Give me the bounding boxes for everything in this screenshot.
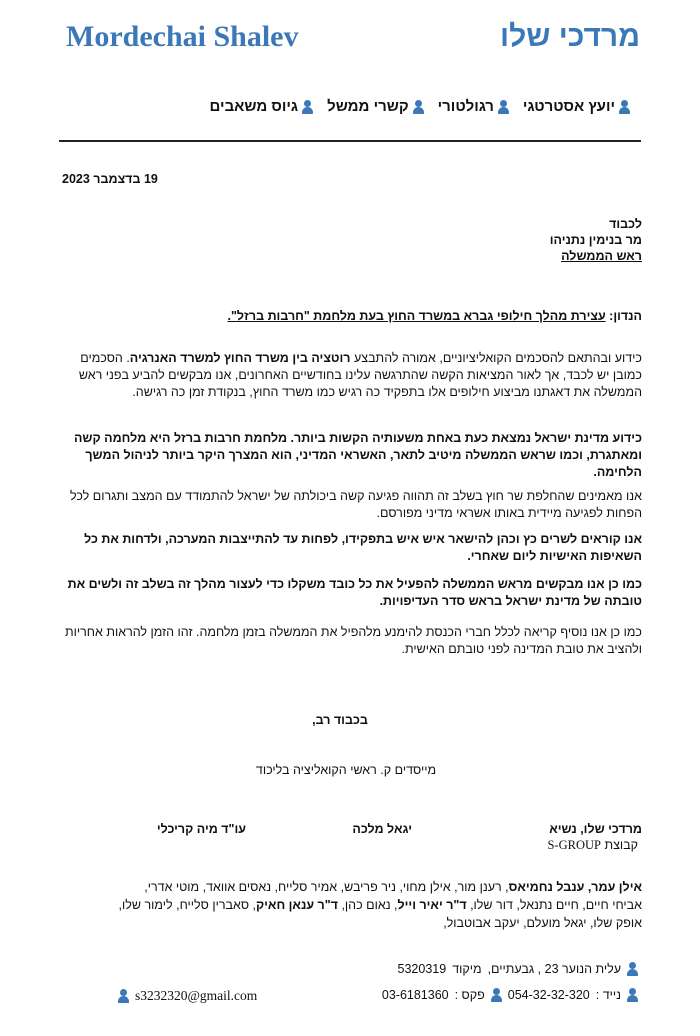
fax-number: 03-6181360 — [381, 988, 449, 1002]
person-icon — [491, 988, 502, 1002]
fax-label: פקס : — [454, 988, 485, 1002]
zip-code: 5320319 — [397, 962, 447, 976]
role-fundraising — [210, 98, 314, 115]
closing: בכבוד רב, — [312, 713, 368, 727]
supporters-names: , רענן מור, אילן מחוי, ניר פריבש, אמיר סלייח, נאסים אוואד, מוטי אדרי, — [144, 880, 509, 894]
zip-label: מיקוד — [452, 962, 482, 976]
signature-1-org — [547, 838, 638, 853]
supporters-bold-names: ד"ר ענאן חאיק — [255, 898, 338, 912]
role-label: גיוס משאבים — [209, 98, 299, 115]
role-regulatory — [438, 98, 509, 115]
letter-date: 19 בדצמבר 2023 — [62, 172, 158, 186]
role-label: רגולטורי — [437, 98, 494, 115]
subject-prefix: הנדון: — [609, 309, 642, 323]
role-strategic — [523, 98, 630, 115]
roles-bar — [210, 98, 630, 115]
signature-2-name: יגאל מלכה — [352, 822, 412, 836]
footer-email — [118, 988, 257, 1004]
supporters-bold-names: אילן עמר, ענבל נחמיאס — [508, 880, 642, 894]
supporters-line-3: אופק שלו, יגאל מועלם, יעקב אבוטבול, — [443, 916, 642, 930]
paragraph-1 — [60, 350, 642, 401]
person-icon — [619, 100, 630, 114]
supporters-names: , נאום כהן, — [337, 898, 398, 912]
email-link[interactable]: s3232320@gmail.com — [135, 988, 258, 1003]
header-divider — [59, 140, 641, 142]
recipient-name: מר בנימין נתניהו — [549, 233, 642, 247]
signature-1-org-en: S-GROUP — [547, 838, 601, 852]
role-label: קשרי ממשל — [327, 98, 409, 115]
signature-1-name: מרדכי שלו, נשיא — [549, 822, 642, 836]
name-hebrew: מרדכי שלו — [500, 20, 640, 53]
person-icon — [627, 962, 638, 976]
person-icon — [118, 989, 129, 1003]
paragraph-3: אנו מאמינים שהחלפת שר חוץ בשלב זה תהווה פגיעה קשה ביכולתה של ישראל להתמודד עם המצב ותגרום לכל הפחות לפגיעה מיידית באותו אשראי מדיני מפורסם. — [69, 489, 642, 520]
recipient-title: ראש הממשלה — [561, 249, 642, 263]
supporters-list — [60, 878, 642, 932]
paragraph-1-text-a: כידוע ובהתאם להסכמים הקואליציוניים, אמורה להתבצע — [350, 351, 642, 365]
supporters-names: , סאברין סלייח, לימור שלו, — [118, 898, 256, 912]
paragraph-1-text-b: . הסכמים כמובן יש לכבד, אך לאור המציאות הקשה שהתרגשה עלינו בחודשיים האחרונים, אנו מבקשים להביע בפני ראש הממשלה את דאגתנו מביצוע חילופים אלו בתפקיד כה רגיש כמו משרד החוץ, בנקודת זמן כה רגישה. — [78, 351, 642, 399]
paragraph-2: כידוע מדינת ישראל נמצאת כעת באחת משעותיה הקשות ביותר. מלחמת חרבות ברזל היא מלחמה קשה ומאתגרת, וכמו שראש הממשלה מיטיב לתאר, האשראי המדיני, הוא המצרך היקר ביותר לניהול המשך הלחימה. — [73, 431, 642, 479]
footer-address — [398, 962, 638, 976]
role-government — [327, 98, 424, 115]
footer-phones — [382, 988, 638, 1002]
founders-line: מייסדים ק. ראשי הקואליציה בליכוד — [255, 763, 437, 777]
supporters-names: אביחי חיים, חיים נתנאל, דור שלו, — [466, 898, 642, 912]
recipient-honor: לכבוד — [609, 217, 642, 231]
paragraph-4: אנו קוראים לשרים כץ וכהן להישאר איש איש בתפקידו, לפחות עד להתייצבות המערכה, ולדחות את כל השאיפות האישיות ליום שאחרי. — [84, 532, 642, 563]
mobile-label: נייד : — [595, 988, 621, 1002]
person-icon — [413, 100, 424, 114]
mobile-number[interactable]: 054-32-32-320 — [507, 988, 590, 1002]
person-icon — [498, 100, 509, 114]
person-icon — [627, 988, 638, 1002]
supporters-line-2 — [60, 896, 642, 914]
paragraph-6: כמו כן אנו נוסיף קריאה לכלל חברי הכנסת להימנע מלהפיל את הממשלה בזמן מלחמה. זהו הזמן להראות אחריות ולהציב את טובת המדינה לפני טובתם האישית. — [64, 625, 642, 656]
person-icon — [302, 100, 313, 114]
paragraph-1-bold: רוטציה בין משרד החוץ למשרד האנרגיה — [129, 351, 351, 365]
signature-1-org-he: קבוצת — [604, 838, 638, 852]
subject-line — [228, 308, 642, 324]
name-english: Mordechai Shalev — [66, 20, 299, 53]
address-text: עלית הנוער 23 , גבעתיים, — [487, 962, 621, 976]
role-label: יועץ אסטרטגי — [522, 98, 615, 115]
paragraph-5: כמו כן אנו מבקשים מראש הממשלה להפעיל את כל כובד משקלו כדי לעצור מהלך זה בשלב זה ולשים את טובתה של מדינת ישראל בראש סדר העדיפויות. — [67, 577, 642, 608]
signature-3-name: עו"ד מיה קריכלי — [156, 822, 246, 836]
supporters-line-1 — [60, 878, 642, 896]
supporters-bold-names: ד"ר יאיר וייל — [397, 898, 467, 912]
subject-text: עצירת מהלך חילופי גברא במשרד החוץ בעת מלחמת "חרבות ברזל". — [227, 309, 606, 323]
